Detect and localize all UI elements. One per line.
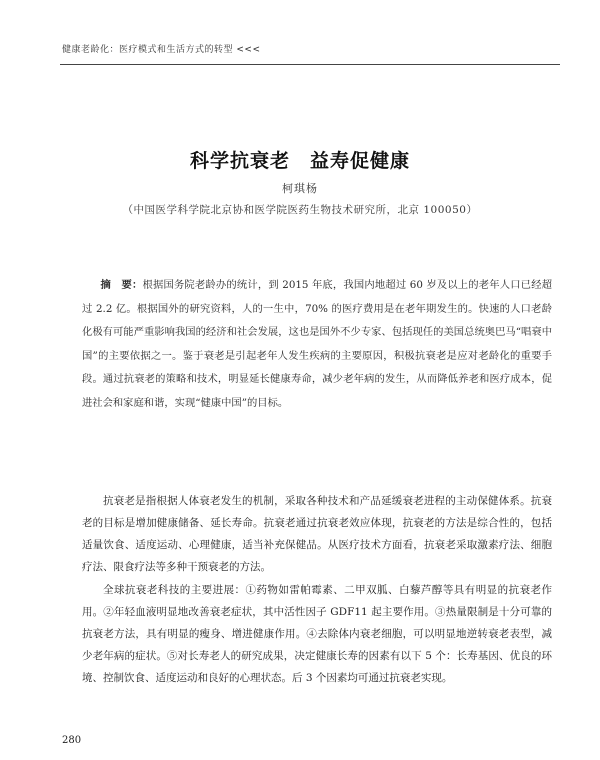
- running-header: 健康老龄化：医疗模式和生活方式的转型 <<<: [62, 45, 261, 55]
- abstract-block: [82, 274, 552, 415]
- abstract-label: 摘 要：: [100, 279, 143, 291]
- body-paragraph: 全球抗衰老科技的主要进展：①药物如雷帕霉素、二甲双胍、白藜芦醇等具有明显的抗衰老作用。②年轻血液明显地改善衰老症状，其中活性因子 GDF11 起主要作用。③热量限制是十分可靠的抗衰老方法，具有明显的瘦身、增进健康作用。④去除体内衰老细胞，可以明显地逆转衰老表型，减少老年病的症状。⑤对长寿老人的研究成果，决定健康长寿的因素有以下 5 个：长寿基因、优良的环境、控制饮食、适度运动和良好的心理状态。后 3 个因素均可通过抗衰老实现。: [82, 584, 552, 684]
- author-name: 柯琪杨: [282, 182, 318, 195]
- page-number: 280: [62, 735, 82, 746]
- abstract-text: 根据国务院老龄办的统计，到 2015 年底，我国内地超过 60 岁及以上的老年人口已经超过 2.2 亿。根据国外的研究资料，人的一生中，70% 的医疗费用是在老年期发生的。快速的人口老龄化极有可能严重影响我国的经济和社会发展，这也是国外不少专家、包括现任的美国总统奥巴马“唱衰中国”的主要依据之一。鉴于衰老是引起老年人发生疾病的主要原因，积极抗衰老是应对老龄化的重要手段。通过抗衰老的策略和技术，明显延长健康寿命，减少老年病的发生，从而降低养老和医疗成本，促进社会和家庭和谐，实现“健康中国”的目标。: [82, 279, 552, 409]
- header-divider: [60, 64, 560, 65]
- article-title-part1: 科学抗衰老: [189, 150, 290, 172]
- article-title: [0, 146, 600, 173]
- body-text: [82, 490, 552, 690]
- author-affiliation: （中国医学科学院北京协和医学院医药生物技术研究所，北京 100050）: [122, 204, 478, 216]
- article-title-part2: 益寿促健康: [310, 150, 411, 172]
- body-paragraph: 抗衰老是指根据人体衰老发生的机制，采取各种技术和产品延缓衰老进程的主动保健体系。抗衰老的目标是增加健康储备、延长寿命。抗衰老通过抗衰老效应体现，抗衰老的方法是综合性的，包括适量饮食、适度运动、心理健康，适当补充保健品。从医疗技术方面看，抗衰老采取激素疗法、细胞疗法、限食疗法等多种干预衰老的方法。: [82, 495, 552, 573]
